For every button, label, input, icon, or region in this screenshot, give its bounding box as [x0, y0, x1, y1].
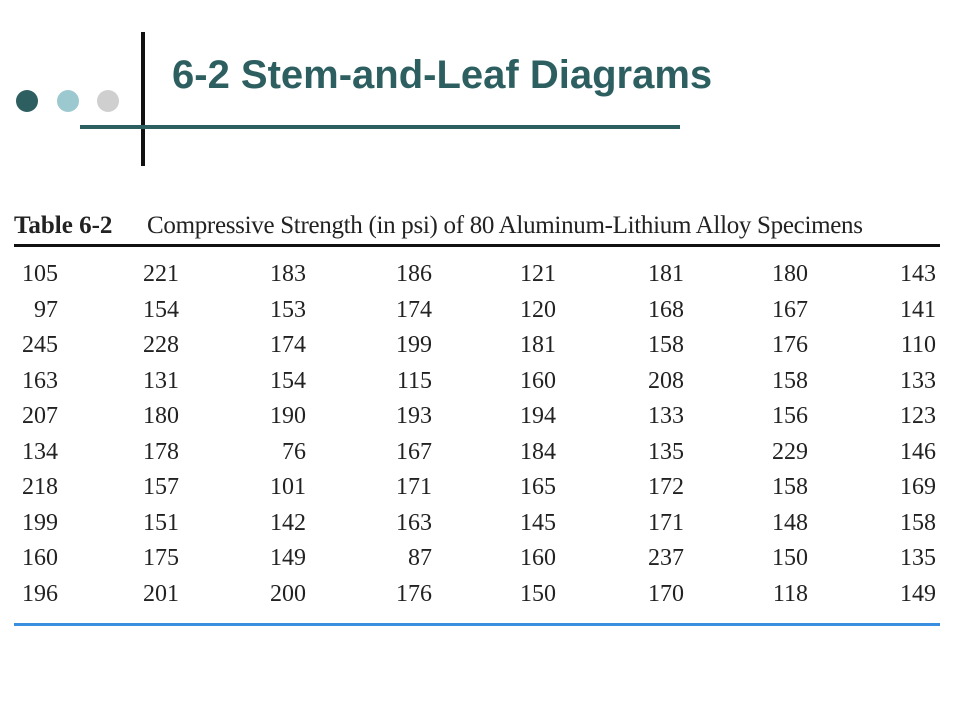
table-bottom-rule	[14, 623, 940, 626]
table-cell: 201	[143, 580, 179, 607]
table-cell: 154	[270, 367, 306, 394]
title-underline	[80, 125, 680, 129]
table-cell: 115	[396, 367, 432, 394]
table-cell: 158	[772, 367, 808, 394]
table-cell: 105	[22, 261, 58, 287]
table-caption	[14, 210, 940, 244]
table-cell: 146	[900, 438, 936, 465]
table-cell: 169	[900, 474, 936, 500]
table-cell: 180	[772, 261, 808, 287]
table-cell: 174	[396, 296, 432, 323]
table-cell: 145	[520, 509, 556, 536]
table-cell: 181	[648, 261, 684, 287]
table-cell: 135	[648, 438, 684, 465]
table-top-rule	[14, 244, 940, 247]
table-row	[14, 434, 940, 470]
title-vertical-divider	[141, 32, 145, 166]
table-cell: 163	[22, 367, 58, 394]
table-row	[14, 292, 940, 328]
table-cell: 199	[22, 509, 58, 536]
table-cell: 158	[772, 474, 808, 500]
table-caption-text: Compressive Strength (in psi) of 80 Aluminum-Lithium Alloy Specimens	[147, 212, 863, 239]
table-cell: 178	[143, 438, 179, 465]
table-cell: 158	[648, 332, 684, 358]
table-cell: 149	[270, 545, 306, 571]
table-cell: 141	[900, 296, 936, 323]
table-cell: 196	[22, 580, 58, 607]
table-cell: 97	[34, 296, 58, 323]
table-cell: 199	[396, 332, 432, 358]
table-cell: 200	[270, 580, 306, 607]
table-row	[14, 327, 940, 363]
table-cell: 218	[22, 474, 58, 500]
table-cell: 165	[520, 474, 556, 500]
table-cell: 167	[396, 438, 432, 465]
table-cell: 167	[772, 296, 808, 323]
table-row	[14, 576, 940, 612]
table-cell: 76	[282, 438, 306, 465]
table-cell: 120	[520, 296, 556, 323]
table-cell: 168	[648, 296, 684, 323]
table-cell: 175	[143, 545, 179, 571]
table-cell: 150	[520, 580, 556, 607]
table-row	[14, 398, 940, 434]
table-cell: 142	[270, 509, 306, 536]
table-cell: 186	[396, 261, 432, 287]
table-cell: 133	[900, 367, 936, 394]
table-cell: 160	[520, 367, 556, 394]
table-cell: 237	[648, 545, 684, 571]
table-cell: 176	[772, 332, 808, 358]
table-row	[14, 540, 940, 576]
data-table	[14, 256, 940, 616]
table-cell: 180	[143, 403, 179, 429]
table-row	[14, 256, 940, 292]
table-cell: 221	[143, 261, 179, 287]
table-cell: 134	[22, 438, 58, 465]
table-cell: 193	[396, 403, 432, 429]
table-cell: 135	[900, 545, 936, 571]
table-cell: 118	[772, 580, 808, 607]
table-cell: 110	[900, 332, 936, 358]
table-cell: 184	[520, 438, 556, 465]
table-cell: 150	[772, 545, 808, 571]
table-cell: 151	[143, 509, 179, 536]
table-cell: 160	[22, 545, 58, 571]
decorative-dot-teal	[57, 90, 79, 112]
table-cell: 158	[900, 509, 936, 536]
table-cell: 143	[900, 261, 936, 287]
table-cell: 170	[648, 580, 684, 607]
table-row	[14, 505, 940, 541]
table-cell: 153	[270, 296, 306, 323]
table-row	[14, 469, 940, 505]
table-cell: 101	[270, 474, 306, 500]
table-cell: 207	[22, 403, 58, 429]
slide-title: 6-2 Stem-and-Leaf Diagrams	[172, 53, 713, 97]
table-cell: 171	[396, 474, 432, 500]
table-cell: 172	[648, 474, 684, 500]
table-cell: 245	[22, 332, 58, 358]
table-row	[14, 363, 940, 399]
table-cell: 157	[143, 474, 179, 500]
table-cell: 156	[772, 403, 808, 429]
table-cell: 190	[270, 403, 306, 429]
table-cell: 154	[143, 296, 179, 323]
table-cell: 208	[648, 367, 684, 394]
table-label: Table 6-2	[14, 212, 113, 239]
table-cell: 171	[648, 509, 684, 536]
decorative-dot-dark	[16, 90, 38, 112]
table-cell: 174	[270, 332, 306, 358]
table-cell: 123	[900, 403, 936, 429]
table-cell: 229	[772, 438, 808, 465]
table-cell: 87	[408, 545, 432, 571]
table-cell: 149	[900, 580, 936, 607]
table-cell: 183	[270, 261, 306, 287]
table-cell: 121	[520, 261, 556, 287]
decorative-dot-gray	[97, 90, 119, 112]
table-cell: 163	[396, 509, 432, 536]
table-cell: 148	[772, 509, 808, 536]
table-cell: 133	[648, 403, 684, 429]
table-cell: 160	[520, 545, 556, 571]
table-cell: 181	[520, 332, 556, 358]
table-cell: 131	[143, 367, 179, 394]
table-cell: 176	[396, 580, 432, 607]
table-cell: 228	[143, 332, 179, 358]
table-cell: 194	[520, 403, 556, 429]
